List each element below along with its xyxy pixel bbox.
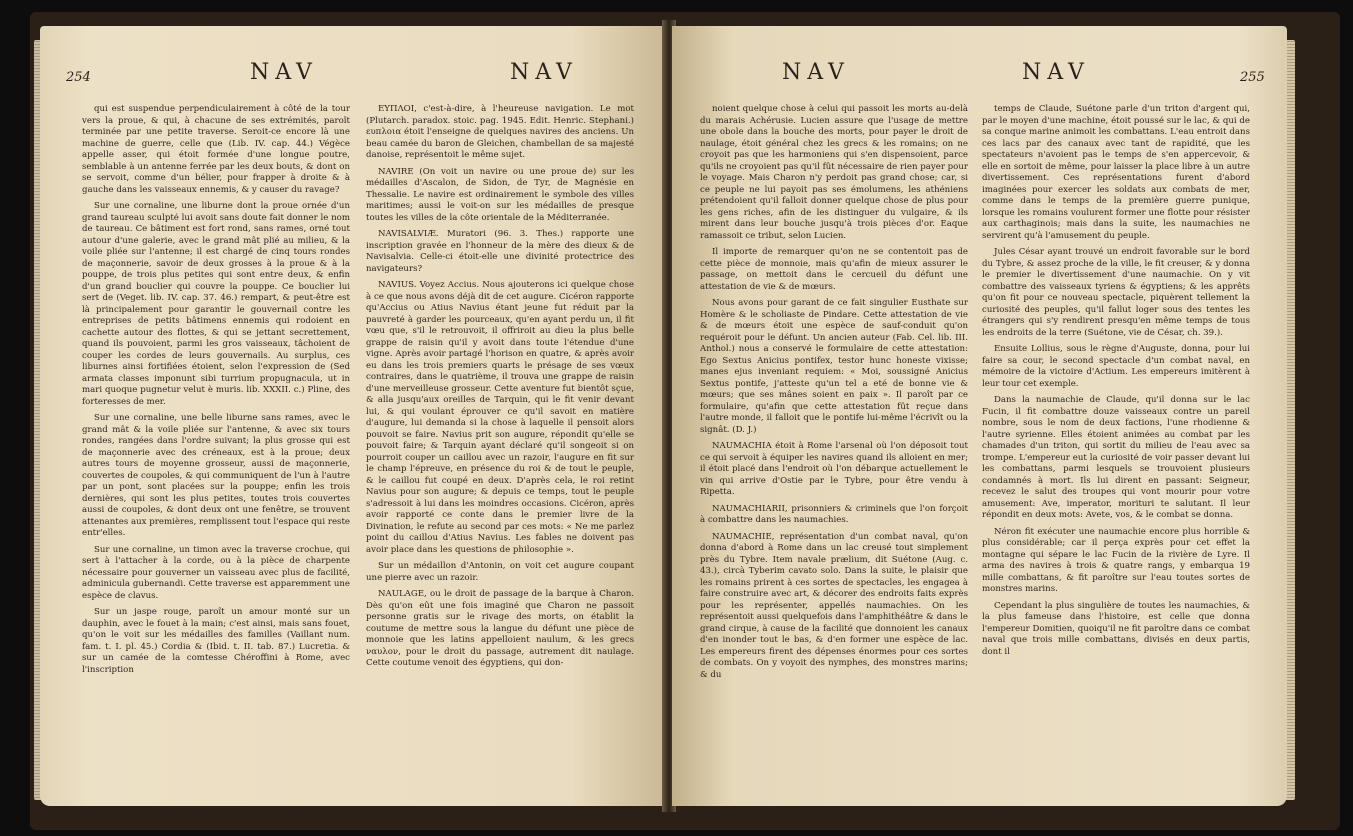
paragraph: Sur un jaspe rouge, paroît un amour monté sur un dauphin, avec le fouet à la main; c'est ainsi, mais sans fouet, qu'on le voit sur les médailles des familles (Vaillant num. fam. t. I. pl. 45.) Cordia & (Ibid. t. II. tab. 87.) Lucretia. & sur un camée de la comtesse Chéroffini à Rome, avec l'inscription	[82, 607, 350, 675]
paragraph: NAUMACHIE, représentation d'un combat naval, qu'on donna d'abord à Rome dans un lac creusé tout simplement près du Tybre. Item navale prælium, dit Suétone (Aug. c. 43.), circà Tyberim cavato solo. Dans la suite, le plaisir que les romains prirent à ces sortes de spectacles, les engagea à faire construire avec art, & décorer des endroits faits exprès pour les représenter, appellés naumachies. On les représentoit aussi quelquefois dans l'amphithéâtre & dans le grand cirque, à cause de la facilité que donnoient les canaux d'en inonder tout le bas, & d'en former une espèce de lac. Les empereurs firent des dépenses énormes pour ces sortes de combats. On y voyoit des nymphes, des monstres marins; & du	[700, 531, 968, 680]
running-head-left-1: NAV	[250, 60, 318, 85]
right-column-2	[982, 104, 1250, 804]
page-number-right: 255	[1240, 70, 1265, 85]
paragraph: Sur une cornaline, un timon avec la traverse crochue, qui sert à l'attacher à la corde, ou à la pièce de charpente nécessaire pour gouverner un vaisseau avec plus de facilité, adminicula gubernandi. Cette traverse est apparemment une espèce de clavus.	[82, 544, 350, 601]
left-page	[40, 26, 665, 806]
paragraph: qui est suspendue perpendiculairement à côté de la tour vers la proue, & qui, à chacune de ses extrémités, paroît terminée par une petite traverse. Seroit-ce encore là une machine de guerre, celle que (Lib. IV. cap. 44.) Végèce appelle asser, qui étoit formée d'une longue poutre, semblable à un antenne ferrée par les deux bouts, & dont on se servoit, comme d'un bélier, pour frapper à droite & à gauche dans les vaisseaux ennemis, & y causer du ravage?	[82, 104, 350, 195]
paragraph: NAUMACHIA étoit à Rome l'arsenal où l'on déposoit tout ce qui servoit à équiper les navires quand ils alloient en mer; il étoit placé dans l'endroit où l'on débarque actuellement le vin qui arrive d'Ostie par le Tybre, pour être vendu à Ripetta.	[700, 441, 968, 497]
right-page	[672, 26, 1287, 806]
running-head-right-2: NAV	[1022, 60, 1090, 85]
running-head-left-2: NAV	[510, 60, 578, 85]
paragraph: Il importe de remarquer qu'on ne se contentoit pas de cette pièce de monnoie, mais qu'afin de mieux assurer le passage, on mettoit dans le cercueil du défunt une attestation de vie & de mœurs.	[700, 247, 968, 292]
paragraph: ΕΥΠΛΟΙ, c'est-à-dire, à l'heureuse navigation. Le mot (Plutarch. paradox. stoic. pag. 1945. Edit. Henric. Stephani.) ευπλοια étoit l'enseigne de quelques navires des anciens. Un beau camée du baron de Gleichen, chambellan de sa majesté danoise, représentoit le même sujet.	[366, 104, 634, 160]
paragraph: Sur une cornaline, une belle liburne sans rames, avec le grand mât & la voile pliée sur l'antenne, & avec six tours rondes, rangées dans l'ordre suivant; la plus grosse qui est de maçonnerie avec des créneaux, est à la proue; deux autres tours de moyenne grosseur, aussi de maçonnerie, couvertes de coupoles, & qui communiquent de l'un à l'autre par un pont, sont placées sur la pouppe; enfin les trois dernières, qui sont les plus petites, toutes trois couvertes aussi de coupoles, & dont deux ont une fenêtre, se trouvent attenantes aux premières, remplissent tout l'espace qui reste entr'elles.	[82, 413, 350, 538]
paragraph: NAVISALVIÆ. Muratori (96. 3. Thes.) rapporte une inscription gravée en l'honneur de la mère des dieux & de Navisalvia. Celle-ci étoit-elle une divinité protectrice des navigateurs?	[366, 229, 634, 274]
paragraph: Dans la naumachie de Claude, qu'il donna sur le lac Fucin, il fit combattre douze vaisseaux contre un pareil nombre, sous le nom de deux factions, l'une rhodienne & l'autre syrienne. Elles étoient animées au combat par les chamades d'un triton, qui sortit du milieu de l'eau avec sa trompe. L'empereur eut la curiosité de voir passer devant lui les combattans, parmi lesquels se trouvoient plusieurs condamnés à mort. Ils lui dirent en passant: Seigneur, recevez le salut des troupes qui vont mourir pour votre amusement: Ave, imperator, morituri te salutant. Il leur répondit en deux mots: Avete, vos, & le combat se donna.	[982, 395, 1250, 520]
left-column-2	[366, 104, 634, 804]
paragraph: NAVIRE (On voit un navire ou une proue de) sur les médailles d'Ascalon, de Sidon, de Tyr, de Magnésie en Thessalie. Le navire est ordinairement le symbole des villes maritimes; aussi le voit-on sur les médailles de presque toutes les villes de la côte orientale de la Méditerranée.	[366, 166, 634, 223]
paragraph: Ensuite Lollius, sous le règne d'Auguste, donna, pour lui faire sa cour, le second spectacle d'un combat naval, en mémoire de la victoire d'Actium. Les empereurs imitèrent à leur tour cet exemple.	[982, 344, 1250, 389]
paragraph: Néron fit exécuter une naumachie encore plus horrible & plus considérable; car il perça exprès pour cet effet la montagne qui sépare le lac Fucin de la rivière de Lyre. Il arma des navires à trois & quatre rangs, y embarqua 19 mille combattans, & fit paroître sur l'eau toutes sortes de monstres marins.	[982, 526, 1250, 594]
running-head-right-1: NAV	[782, 60, 850, 85]
paragraph: Cependant la plus singulière de toutes les naumachies, & la plus fameuse dans l'histoire, est celle que donna l'empereur Domitien, quoiqu'il ne fit paroître dans ce combat naval que trois mille combattans, divisés en deux partis, dont il	[982, 600, 1250, 657]
paragraph: noient quelque chose à celui qui passoit les morts au-delà du marais Achérusie. Lucien assure que l'usage de mettre une obole dans la bouche des morts, pour payer le droit de naulage, étoit général chez les grecs & les romains; on ne croyoit pas que les harmoniens qui s'en dispensoient, parce qu'ils ne croyoient pas qu'il fût nécessaire de rien payer pour le voyage. Mais Charon n'y perdoit pas grand chose; car, si ce peuple ne lui payoit pas ses émolumens, les athéniens prétendoient qu'il falloit donner quelque chose de plus pour les gens riches, afin de les distinguer du vulgaire, & ils mirent dans leur bouche jusqu'à trois pièces d'or. Eaque ramassoit ce tribut, selon Lucien.	[700, 104, 968, 241]
paragraph: Sur un médaillon d'Antonin, on voit cet augure coupant une pierre avec un razoir.	[366, 561, 634, 583]
paragraph: NAULAGE, ou le droit de passage de la barque à Charon. Dès qu'on eût une fois imaginé que Charon ne passoit personne gratis sur le rivage des morts, on établit la coutume de mettre sous la langue du défunt une pièce de monnoie que les latins appelloient naulum, & les grecs ναυλον, pour le droit du passage, autrement dit naulage. Cette coutume venoit des égyptiens, qui don-	[366, 589, 634, 668]
paragraph: temps de Claude, Suétone parle d'un triton d'argent qui, par le moyen d'une machine, étoit poussé sur le lac, & qui de sa conque marine animoit les combattans. L'eau entroit dans ces lacs par des canaux avec tant de rapidité, que les spectateurs n'avoient pas le temps de s'en appercevoir, & elle en sortoit de même, pour laisser la place libre à un autre divertissement. Ces représentations furent d'abord imaginées pour exercer les soldats aux combats de mer, comme dans le temps de la première guerre punique, lorsque les romains voulurent former une flotte pour résister aux carthaginois; mais dans la suite, les naumachies ne servirent qu'à l'amusement du peuple.	[982, 104, 1250, 241]
left-column-1	[82, 104, 350, 804]
paragraph: Nous avons pour garant de ce fait singulier Eusthate sur Homère & le scholiaste de Pindare. Cette attestation de vie & de mœurs étoit une espèce de sauf-conduit qu'on requéroit pour le défunt. Un ancien auteur (Fab. Cel. lib. III. Anthol.) nous a conservé le formulaire de cette attestation: Ego Sextus Anicius pontifex, testor hunc honeste vixisse; manes ejus inveniant requiem: « Moi, soussigné Anicius Sextus pontife, j'atteste qu'un tel a eté de bonne vie & mœurs; que ses mânes soient en paix ». Il paroît par ce formulaire, qu'afin que cette attestation fût reçue dans l'autre monde, il falloit que le pontife lui-même l'écrivît ou la signât. (D. J.)	[700, 298, 968, 435]
paragraph: NAUMACHIARII, prisonniers & criminels que l'on forçoit à combattre dans les naumachies.	[700, 503, 968, 525]
right-column-1	[700, 104, 968, 804]
paragraph: Sur une cornaline, une liburne dont la proue ornée d'un grand taureau sculpté lui avoit sans doute fait donner le nom de taureau. Ce bâtiment est fort rond, sans rames, orné tout autour d'une galerie, avec le grand mât plié au milieu, & la voile pliée sur l'antenne; il est chargé de cinq tours rondes de maçonnerie, savoir de deux grosses à la proue & à la pouppe, de trois plus petites qui sont entre deux, & enfin d'un grand bouclier qui couvre la pouppe. Ce bouclier lui sert de (Veget. lib. IV. cap. 37. 46.) rempart, & peut-être est là principalement pour garantir le gouvernail contre les entreprises de petits bâtimens ennemis qui rodoient en cachette autour des flottes, & qui se jettant secrettement, quand ils pouvoient, parmi les gros vaisseaux, tâchoient de couper les cordes de leurs gouvernails. Au surplus, ces liburnes ainsi fortifiées étoient, selon l'expression de (Sed armata classes imponunt sibi turrium propugnacula, ut in mari quoque pugnetur velut è muris. lib. XXXII. c.) Pline, des forteresses de mer.	[82, 201, 350, 407]
paragraph: Jules César ayant trouvé un endroit favorable sur le bord du Tybre, & assez proche de la ville, le fit creuser, & y donna le premier le divertissement d'une naumachie. On y vit combattre des vaisseaux tyriens & égyptiens; & les apprêts qu'on fit pour ce nouveau spectacle, piquèrent tellement la curiosité des peuples, qu'il fallut loger sous des tentes les étrangers qui s'y rendirent presqu'en même temps de tous les endroits de la terre (Suétone, vie de César, ch. 39.).	[982, 247, 1250, 338]
page-number-left: 254	[66, 70, 91, 85]
paragraph: NAVIUS. Voyez Accius. Nous ajouterons ici quelque chose à ce que nous avons déjà dit de cet augure. Cicéron rapporte qu'Accius ou Atius Navius étant jeune fut réduit par la pauvreté à garder les pourceaux, qu'en ayant perdu un, il fit vœu que, s'il le retrouvoit, il offriroit au dieu la plus belle grappe de raisin qu'il y avoit dans toute l'étendue d'une vigne. Après avoir partagé l'horison en quatre, & après avoir eu dans les trois premiers quarts le présage de ses vœux contraires, dans le quatrième, il trouva une grappe de raisin d'une merveilleuse grosseur. Cette aventure fut bientôt sçue, & alla jusqu'aux oreilles de Tarquin, qui le fit venir devant lui, & qui voulant éprouver ce qu'il savoit en matière d'augure, lui demanda si la chose à laquelle il pensoit alors pouvoit se faire. Navius prit son augure, répondit qu'elle se pouvoit faire; & Tarquin ayant déclaré qu'il songeoit si on pourroit couper un caillou avec un razoir, l'augure en fit sur le champ l'épreuve, en présence du roi & de tout le peuple, & le caillou fut coupé en deux. D'après cela, le roi retint Navius pour son augure; & depuis ce temps, tout le peuple s'adressoit à lui dans les moindres occasions. Cicéron, après avoir rapporté ce conte dans le premier livre de la Divination, le refute au second par ces mots: « Ne me parlez point du caillou d'Atius Navius. Les fables ne doivent pas avoir place dans les questions de philosophie ».	[366, 280, 634, 555]
